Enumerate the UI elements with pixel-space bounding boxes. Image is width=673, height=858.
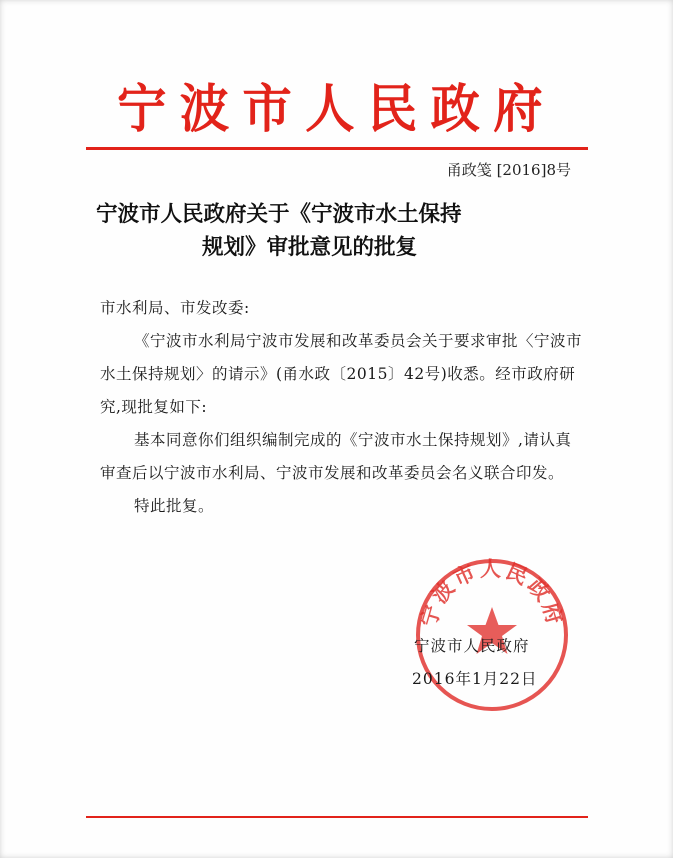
issuer-header: 宁波市人民政府 (117, 80, 556, 140)
seal-text: 宁波市人民政府 (416, 557, 568, 630)
document-title-line-1: 宁波市人民政府关于《宁波市水土保持 (96, 202, 462, 227)
body-paragraph-2: 基本同意你们组织编制完成的《宁波市水土保持规划》,请认真审查后以宁波市水利局、宁波市发展和改革委员会名义联合印发。 (100, 431, 572, 482)
header-red-rule (86, 147, 588, 150)
body-paragraph-1: 《宁波市水利局宁波市发展和改革委员会关于要求审批〈宁波市水土保持规划〉的请示》(甬水政〔2015〕42号)收悉。经市政府研究,现批复如下: (100, 332, 583, 416)
document-title (96, 198, 586, 264)
document-title-line-2: 规划》审批意见的批复 (202, 235, 418, 260)
document-number: 甬政笺 [2016]8号 (446, 161, 571, 179)
document-body (100, 292, 585, 523)
signature-issuer: 宁波市人民政府 (414, 637, 530, 655)
signature-block (414, 630, 538, 696)
footer-red-rule (86, 816, 588, 818)
recipients: 市水利局、市发改委: (100, 299, 250, 317)
closing-line: 特此批复。 (134, 497, 215, 515)
signature-date: 2016年1月22日 (412, 670, 538, 688)
